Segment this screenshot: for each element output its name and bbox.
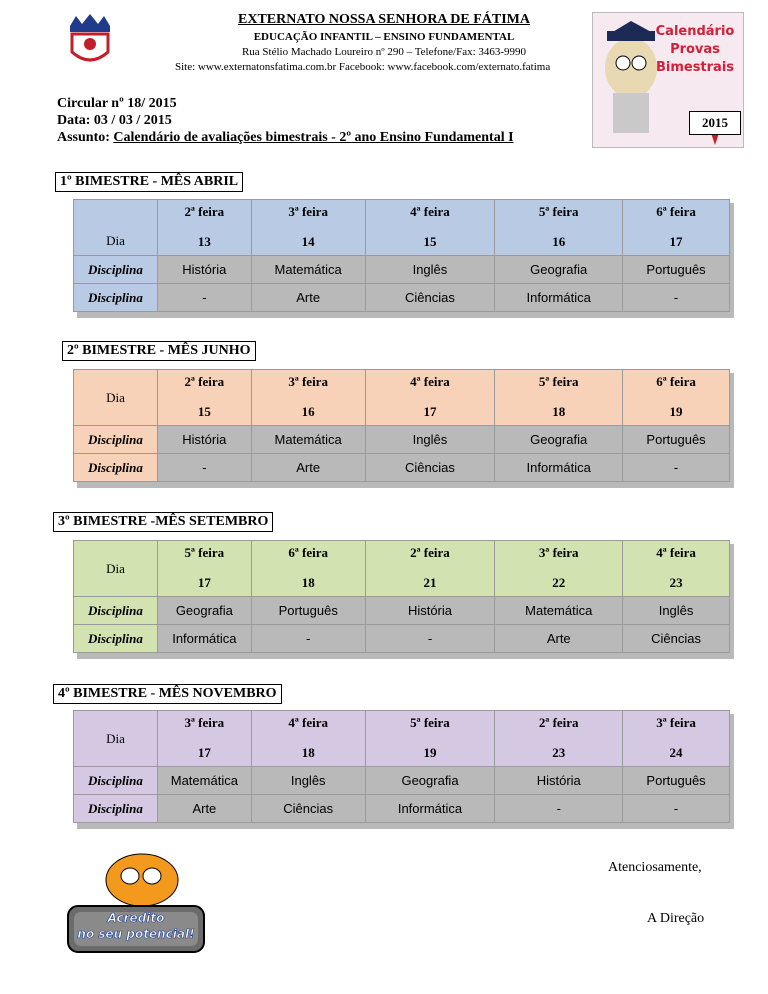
day-cell [157,370,251,426]
subject-cell: - [251,625,365,653]
day-number: 15 [197,404,211,419]
subject-cell: Arte [495,625,623,653]
subject-cell: História [157,256,251,284]
bimestre-4-table [73,710,730,823]
weekday: 2ª feira [410,545,450,560]
day-number: 24 [669,745,683,760]
subject-row [74,625,730,653]
weekday: 2ª feira [184,204,225,219]
day-number: 19 [669,404,683,419]
weekday: 2ª feira [538,715,579,730]
school-name: EXTERNATO NOSSA SENHORA DE FÁTIMA [238,12,530,27]
discipline-label: Disciplina [74,767,158,795]
day-number: 19 [423,745,437,760]
subject-cell: - [495,795,623,823]
day-label: Dia [74,370,158,426]
subject-row [74,426,730,454]
subject-row [74,284,730,312]
day-cell [623,711,730,767]
day-cell [251,711,365,767]
promo-image [592,12,744,148]
subject-cell: - [365,625,495,653]
day-cell [495,370,623,426]
subject-label: Assunto: [57,130,114,145]
weekday: 3ª feira [656,715,696,730]
day-number: 17 [197,745,211,760]
subject-cell: Português [623,426,730,454]
subject-row [74,795,730,823]
weekday: 4ª feira [656,545,696,560]
day-cell [251,200,365,256]
discipline-label: Disciplina [74,795,158,823]
subject-row [74,597,730,625]
subject-cell: Arte [251,454,365,482]
bimestre-1-title: 1º BIMESTRE - MÊS ABRIL [55,172,243,192]
weekday: 4ª feira [410,204,450,219]
school-address: Rua Stélio Machado Loureiro nº 290 – Telefone/Fax: 3463-9990 [241,46,527,58]
subject-cell: - [157,284,251,312]
subject-cell: Geografia [495,426,623,454]
bimestre-3-title: 3º BIMESTRE -MÊS SETEMBRO [53,512,273,532]
day-cell [365,541,495,597]
signature: A Direção [647,911,705,926]
mascot-badge [60,850,210,954]
weekday: 4ª feira [410,374,450,389]
weekday: 3ª feira [538,545,579,560]
discipline-label: Disciplina [74,426,158,454]
day-number: 23 [669,575,683,590]
day-number: 14 [301,234,315,249]
subject-cell: História [365,597,495,625]
discipline-label: Disciplina [74,454,158,482]
day-number: 17 [669,234,683,249]
subject-cell: Arte [157,795,251,823]
discipline-label: Disciplina [74,597,158,625]
subject-cell: Matemática [251,426,365,454]
school-level: EDUCAÇÃO INFANTIL – ENSINO FUNDAMENTAL [253,31,515,43]
discipline-label: Disciplina [74,256,158,284]
badge-line-2: no seu potencial! [77,927,195,941]
subject-cell: Inglês [251,767,365,795]
day-cell [623,370,730,426]
subject-cell: Informática [495,284,623,312]
subject-cell: - [623,454,730,482]
subject-cell: História [157,426,251,454]
weekday: 6ª feira [656,204,696,219]
subject-cell: Informática [157,625,251,653]
weekday: 4ª feira [288,715,329,730]
subject-cell: Matemática [157,767,251,795]
day-cell [251,370,365,426]
subject-cell: - [623,284,730,312]
discipline-label: Disciplina [74,284,158,312]
weekday: 6ª feira [288,545,329,560]
subject-cell: Arte [251,284,365,312]
subject-row [74,256,730,284]
weekday: 3ª feira [288,374,328,389]
subject-cell: Geografia [495,256,623,284]
day-number: 23 [552,745,566,760]
subject-row [74,454,730,482]
subject-cell: Geografia [157,597,251,625]
subject-cell: Ciências [623,625,730,653]
circular-subject [57,130,514,146]
day-cell [623,200,730,256]
day-number: 16 [552,234,566,249]
bimestre-2-table [73,369,730,482]
weekday: 6ª feira [656,374,696,389]
bimestre-1-table [73,199,730,312]
day-number: 15 [423,234,437,249]
subject-cell: Português [623,256,730,284]
day-number: 22 [552,575,566,590]
day-cell [157,200,251,256]
subject-cell: Ciências [365,284,495,312]
weekday: 5ª feira [538,374,579,389]
subject-cell: Português [623,767,730,795]
day-number: 21 [423,575,437,590]
day-label: Dia [74,541,158,597]
subject-cell: Inglês [365,426,495,454]
header-row [74,541,730,597]
day-number: 13 [197,234,211,249]
day-number: 18 [552,404,566,419]
weekday: 3ª feira [184,715,225,730]
header-row [74,200,730,256]
subject-cell: Inglês [365,256,495,284]
day-cell [365,200,495,256]
subject-cell: Ciências [251,795,365,823]
day-cell [251,541,365,597]
day-cell [365,711,495,767]
day-cell [623,541,730,597]
day-number: 18 [301,575,315,590]
weekday: 5ª feira [184,545,225,560]
day-label: Dia [74,200,158,256]
signoff: Atenciosamente, [608,860,702,875]
weekday: 3ª feira [288,204,328,219]
weekday: 5ª feira [538,204,579,219]
bimestre-3-table [73,540,730,653]
weekday: 2ª feira [184,374,225,389]
subject-cell: Inglês [623,597,730,625]
day-cell [495,711,623,767]
discipline-label: Disciplina [74,625,158,653]
header-row [74,711,730,767]
day-cell [157,711,251,767]
school-web: Site: www.externatonsfatima.com.br Facebook: www.facebook.com/externato.fatima [175,61,551,73]
day-number: 17 [423,404,437,419]
day-cell [495,541,623,597]
subject-cell: - [157,454,251,482]
day-number: 17 [197,575,211,590]
day-cell [365,370,495,426]
subject-cell: Matemática [495,597,623,625]
subject-cell: Informática [495,454,623,482]
promo-title: Calendário Provas Bimestrais [655,24,735,75]
bimestre-4-title: 4º BIMESTRE - MÊS NOVEMBRO [53,684,282,704]
weekday: 5ª feira [410,715,450,730]
circular-number: Circular nº 18/ 2015 [57,96,177,111]
promo-year: 2015 [689,111,741,135]
circular-date: Data: 03 / 03 / 2015 [57,113,172,128]
subject-text: Calendário de avaliações bimestrais - 2º ano Ensino Fundamental I [113,130,514,145]
day-cell [495,200,623,256]
day-label: Dia [74,711,158,767]
day-cell [157,541,251,597]
day-number: 16 [301,404,315,419]
subject-cell: Matemática [251,256,365,284]
subject-cell: Informática [365,795,495,823]
day-number: 18 [301,745,315,760]
bimestre-2-title: 2º BIMESTRE - MÊS JUNHO [62,341,256,361]
subject-cell: História [495,767,623,795]
subject-cell: Ciências [365,454,495,482]
subject-row [74,767,730,795]
subject-cell: Geografia [365,767,495,795]
header-row [74,370,730,426]
subject-cell: Português [251,597,365,625]
subject-cell: - [623,795,730,823]
badge-line-1: Acredito [107,911,165,925]
